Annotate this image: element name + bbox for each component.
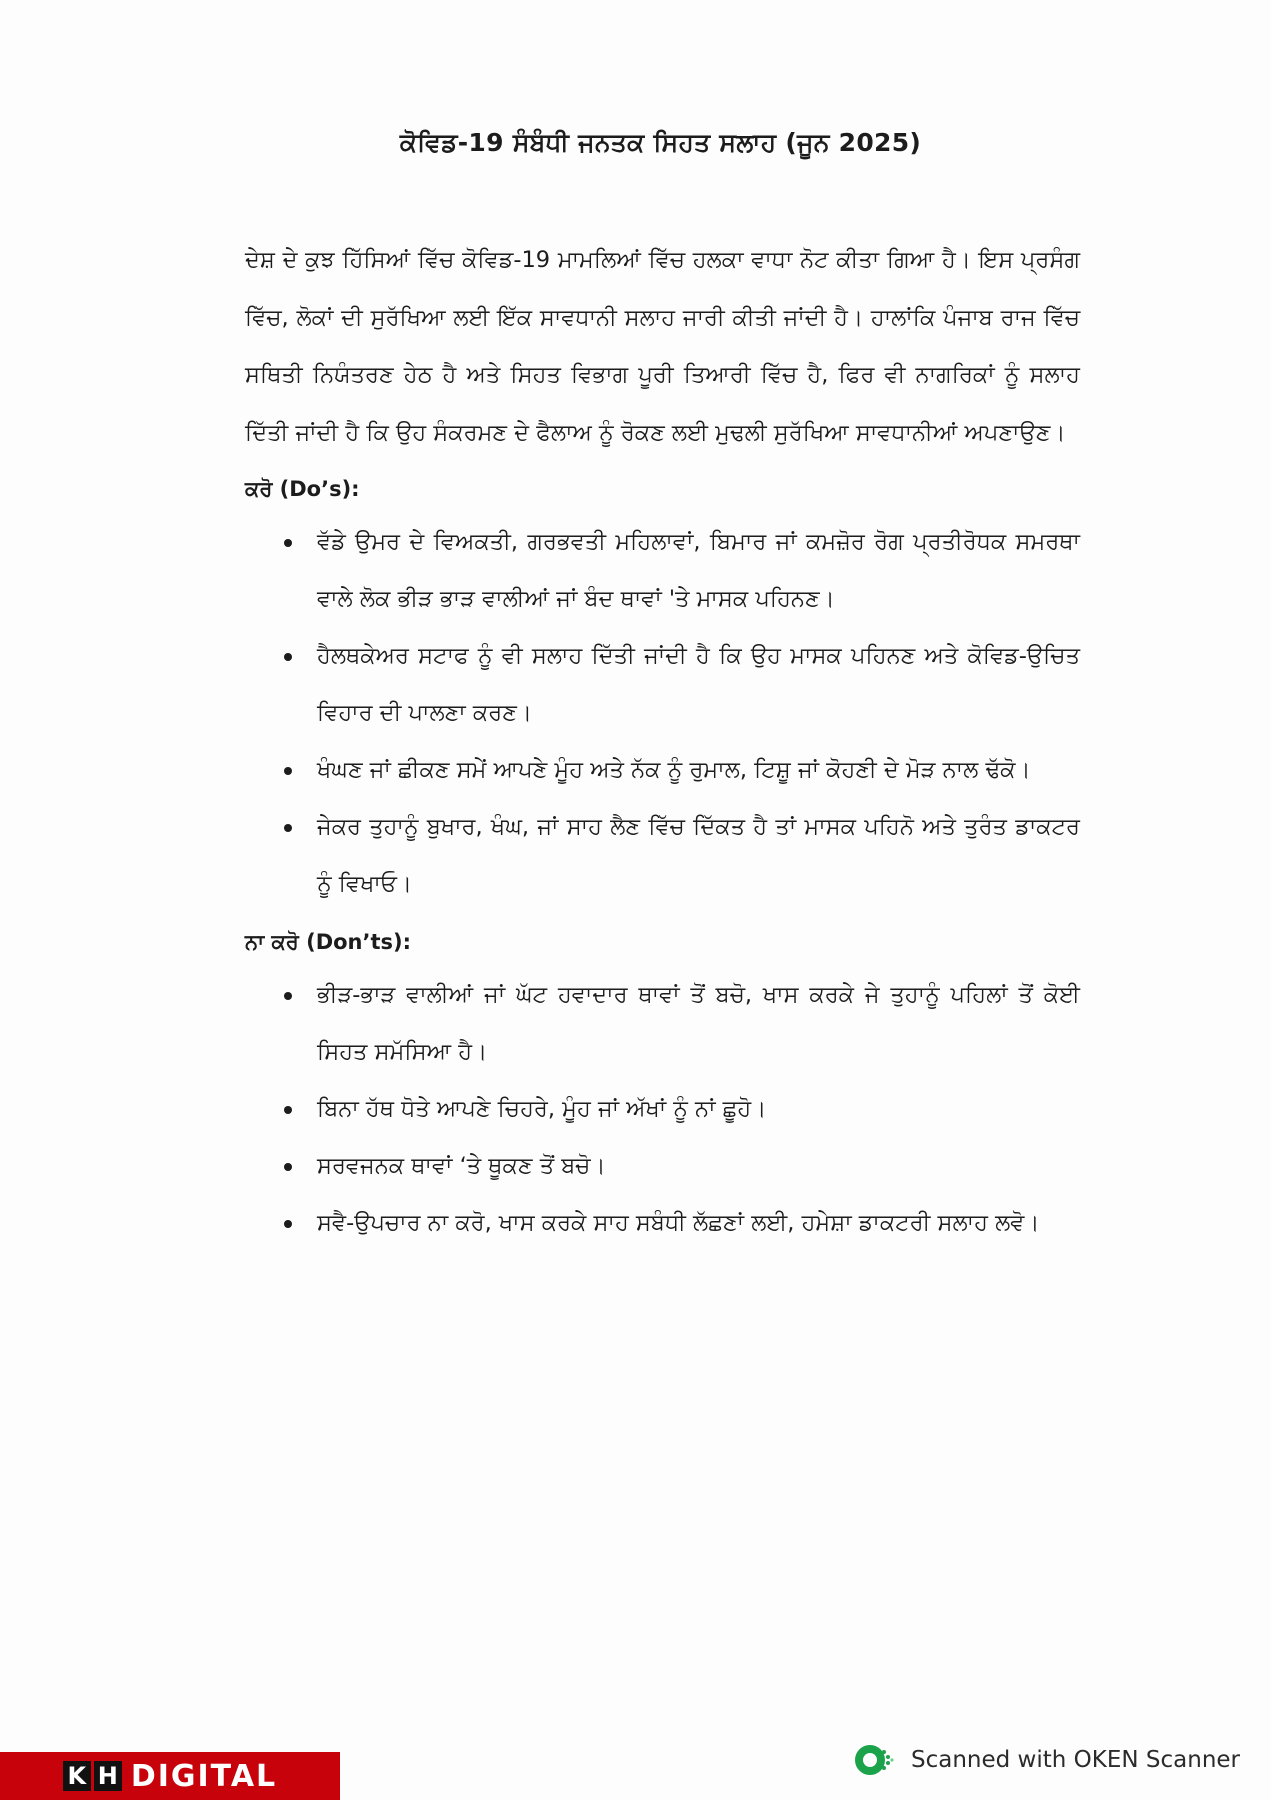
logo-word-digital: DIGITAL [130,1758,278,1794]
list-item-text: ਭੀੜ-ਭਾੜ ਵਾਲੀਆਂ ਜਾਂ ਘੱਟ ਹਵਾਦਾਰ ਥਾਵਾਂ ਤੋਂ ਬਚੋ, ਖਾਸ ਕਰਕੇ ਜੇ ਤੁਹਾਨੂੰ ਪਹਿਲਾਂ ਤੋਂ ਕੋਈ ਸਿਹਤ ਸਮੱਸਿਆ ਹੈ। [317,982,1080,1065]
donts-list [245,967,1080,1252]
scanner-watermark [855,1740,1240,1780]
dos-list-item [245,514,1080,628]
list-item-text: ਬਿਨਾ ਹੱਥ ਧੋਤੇ ਆਪਣੇ ਚਿਹਰੇ, ਮੂੰਹ ਜਾਂ ਅੱਖਾਂ ਨੂੰ ਨਾਂ ਛੂਹੋ। [317,1096,767,1122]
donts-list-item [245,967,1080,1081]
bullet-icon [284,992,292,1000]
bullet-icon [284,653,292,661]
scanner-text: Scanned with OKEN Scanner [911,1747,1240,1773]
bullet-icon [284,539,292,547]
donts-list-item [245,1195,1080,1252]
dos-heading: ਕਰੋ (Do’s): [245,477,360,501]
donts-heading: ਨਾ ਕਰੋ (Don’ts): [245,930,412,954]
oken-scanner-logo-icon [855,1743,895,1777]
bullet-icon [284,1106,292,1114]
document-body [245,232,1080,1252]
logo-letter-k: K [63,1761,91,1791]
logo-letter-h: H [94,1761,122,1791]
dos-list-item [245,799,1080,913]
bullet-icon [284,1220,292,1228]
intro-paragraph: ਦੇਸ਼ ਦੇ ਕੁਝ ਹਿੱਸਿਆਂ ਵਿੱਚ ਕੋਵਿਡ-19 ਮਾਮਲਿਆਂ ਵਿੱਚ ਹਲਕਾ ਵਾਧਾ ਨੋਟ ਕੀਤਾ ਗਿਆ ਹੈ। ਇਸ ਪ੍ਰਸੰਗ ਵਿੱਚ, ਲੋਕਾਂ ਦੀ ਸੁਰੱਖਿਆ ਲਈ ਇੱਕ ਸਾਵਧਾਨੀ ਸਲਾਹ ਜਾਰੀ ਕੀਤੀ ਜਾਂਦੀ ਹੈ। ਹਾਲਾਂਕਿ ਪੰਜਾਬ ਰਾਜ ਵਿੱਚ ਸਥਿਤੀ ਨਿਯੰਤਰਣ ਹੇਠ ਹੈ ਅਤੇ ਸਿਹਤ ਵਿਭਾਗ ਪੂਰੀ ਤਿਆਰੀ ਵਿੱਚ ਹੈ, ਫਿਰ ਵੀ ਨਾਗਰਿਕਾਂ ਨੂੰ ਸਲਾਹ ਦਿੱਤੀ ਜਾਂਦੀ ਹੈ ਕਿ ਉਹ ਸੰਕਰਮਣ ਦੇ ਫੈਲਾਅ ਨੂੰ ਰੋਕਣ ਲਈ ਮੁਢਲੀ ਸੁਰੱਖਿਆ ਸਾਵਧਾਨੀਆਂ ਅਪਣਾਉਣ। [245,247,1080,446]
donts-list-item [245,1081,1080,1138]
bullet-icon [284,767,292,775]
list-item-text: ਜੇਕਰ ਤੁਹਾਨੂੰ ਬੁਖਾਰ, ਖੰਘ, ਜਾਂ ਸਾਹ ਲੈਣ ਵਿੱਚ ਦਿੱਕਤ ਹੈ ਤਾਂ ਮਾਸਕ ਪਹਿਨੋ ਅਤੇ ਤੁਰੰਤ ਡਾਕਟਰ ਨੂੰ ਵਿਖਾਓ। [317,814,1080,897]
document-title: ਕੋਵਿਡ-19 ਸੰਬੰਧੀ ਜਨਤਕ ਸਿਹਤ ਸਲਾਹ (ਜੂਨ 2025) [399,128,922,157]
list-item-text: ਖੰਘਣ ਜਾਂ ਛੀਕਣ ਸਮੇਂ ਆਪਣੇ ਮੂੰਹ ਅਤੇ ਨੱਕ ਨੂੰ ਰੁਮਾਲ, ਟਿਸ਼ੂ ਜਾਂ ਕੋਹਣੀ ਦੇ ਮੋੜ ਨਾਲ ਢੱਕੋ। [317,757,1031,783]
kh-digital-logo [0,1752,340,1800]
dos-list-item [245,628,1080,742]
list-item-text: ਹੈਲਥਕੇਅਰ ਸਟਾਫ ਨੂੰ ਵੀ ਸਲਾਹ ਦਿੱਤੀ ਜਾਂਦੀ ਹੈ ਕਿ ਉਹ ਮਾਸਕ ਪਹਿਨਣ ਅਤੇ ਕੋਵਿਡ-ਉਚਿਤ ਵਿਹਾਰ ਦੀ ਪਾਲਣਾ ਕਰਣ। [317,643,1080,726]
bullet-icon [284,824,292,832]
bullet-icon [284,1163,292,1171]
dos-list [245,514,1080,913]
list-item-text: ਸਰਵਜਨਕ ਥਾਵਾਂ ‘ਤੇ ਥੂਕਣ ਤੋਂ ਬਚੋ। [317,1153,606,1179]
list-item-text: ਸਵੈ-ਉਪਚਾਰ ਨਾ ਕਰੋ, ਖਾਸ ਕਰਕੇ ਸਾਹ ਸਬੰਧੀ ਲੱਛਣਾਂ ਲਈ, ਹਮੇਸ਼ਾ ਡਾਕਟਰੀ ਸਲਾਹ ਲਵੋ। [317,1210,1040,1236]
donts-list-item [245,1138,1080,1195]
dos-list-item [245,742,1080,799]
list-item-text: ਵੱਡੇ ਉਮਰ ਦੇ ਵਿਅਕਤੀ, ਗਰਭਵਤੀ ਮਹਿਲਾਵਾਂ, ਬਿਮਾਰ ਜਾਂ ਕਮਜ਼ੋਰ ਰੋਗ ਪ੍ਰਤੀਰੋਧਕ ਸਮਰਥਾ ਵਾਲੇ ਲੋਕ ਭੀੜ ਭਾੜ ਵਾਲੀਆਂ ਜਾਂ ਬੰਦ ਥਾਵਾਂ 'ਤੇ ਮਾਸਕ ਪਹਿਨਣ। [317,529,1080,612]
